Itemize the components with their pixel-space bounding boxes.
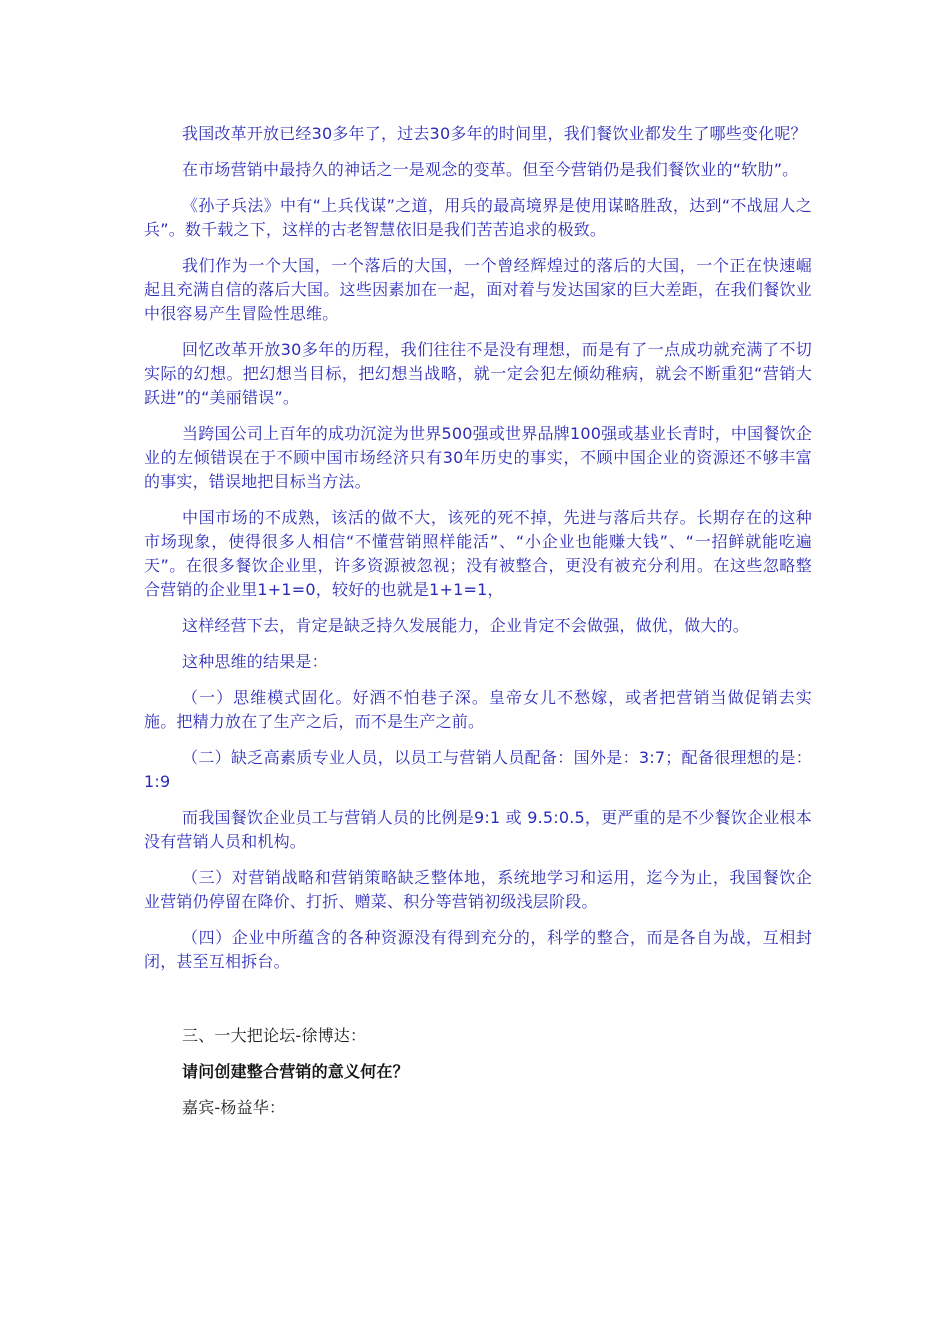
paragraph-10: （一）思维模式固化。好酒不怕巷子深。皇帝女儿不愁嫁，或者把营销当做促销去实施。把精力放在了生产之后，而不是生产之前。 xyxy=(144,688,812,731)
guest-label: 嘉宾-杨益华： xyxy=(182,1098,286,1117)
paragraph-6: 当跨国公司上百年的成功沉淀为世界500强或世界品牌100强或基业长青时，中国餐饮企业的左倾错误在于不顾中国市场经济只有30年历史的事实，不顾中国企业的资源还不够丰富的事实，错误地把目标当方法。 xyxy=(144,424,812,491)
paragraph-2: 在市场营销中最持久的神话之一是观念的变革。但至今营销仍是我们餐饮业的“软肋”。 xyxy=(182,160,799,179)
section-gap xyxy=(144,986,812,1024)
paragraph-4: 我们作为一个大国，一个落后的大国，一个曾经辉煌过的落后的大国，一个正在快速崛起且充满自信的落后大国。这些因素加在一起，面对着与发达国家的巨大差距，在我们餐饮业中很容易产生冒险性思维。 xyxy=(144,256,812,323)
paragraph-7: 中国市场的不成熟，该活的做不大，该死的死不掉，先进与落后共存。长期存在的这种市场现象，使得很多人相信“不懂营销照样能活”、“小企业也能赚大钱”、“一招鲜就能吃遍天”。在很多餐饮企业里，许多资源被忽视；没有被整合，更没有被充分利用。在这些忽略整合营销的企业里1+1=0，较好的也就是1+1=1， xyxy=(144,508,812,599)
paragraph-3: 《孙子兵法》中有“上兵伐谋”之道，用兵的最高境界是使用谋略胜敌，达到“不战屈人之兵”。数千载之下，这样的古老智慧依旧是我们苦苦追求的极致。 xyxy=(144,196,812,239)
paragraph-14: （四）企业中所蕴含的各种资源没有得到充分的，科学的整合，而是各自为战，互相封闭，甚至互相拆台。 xyxy=(144,928,812,971)
paragraph-8: 这样经营下去，肯定是缺乏持久发展能力，企业肯定不会做强，做优，做大的。 xyxy=(182,616,750,635)
document-body xyxy=(144,122,812,1132)
paragraph-13: （三）对营销战略和营销策略缺乏整体地，系统地学习和运用，迄今为止，我国餐饮企业营销仍停留在降价、打折、赠菜、积分等营销初级浅层阶段。 xyxy=(144,868,812,911)
paragraph-5: 回忆改革开放30多年的历程，我们往往不是没有理想，而是有了一点成功就充满了不切实际的幻想。把幻想当目标，把幻想当战略，就一定会犯左倾幼稚病，就会不断重犯“营销大跃进”的“美丽错误”。 xyxy=(144,340,812,407)
paragraph-12: 而我国餐饮企业员工与营销人员的比例是9:1 或 9.5:0.5，更严重的是不少餐饮企业根本没有营销人员和机构。 xyxy=(144,808,812,851)
paragraph-9: 这种思维的结果是： xyxy=(182,652,328,671)
paragraph-1: 我国改革开放已经30多年了，过去30多年的时间里，我们餐饮业都发生了哪些变化呢？ xyxy=(182,124,807,143)
question-heading: 请问创建整合营销的意义何在？ xyxy=(182,1062,409,1081)
section-heading: 三、一大把论坛-徐博达： xyxy=(182,1026,367,1045)
paragraph-11: （二）缺乏高素质专业人员，以员工与营销人员配备：国外是：3:7；配备很理想的是：1:9 xyxy=(144,748,812,791)
